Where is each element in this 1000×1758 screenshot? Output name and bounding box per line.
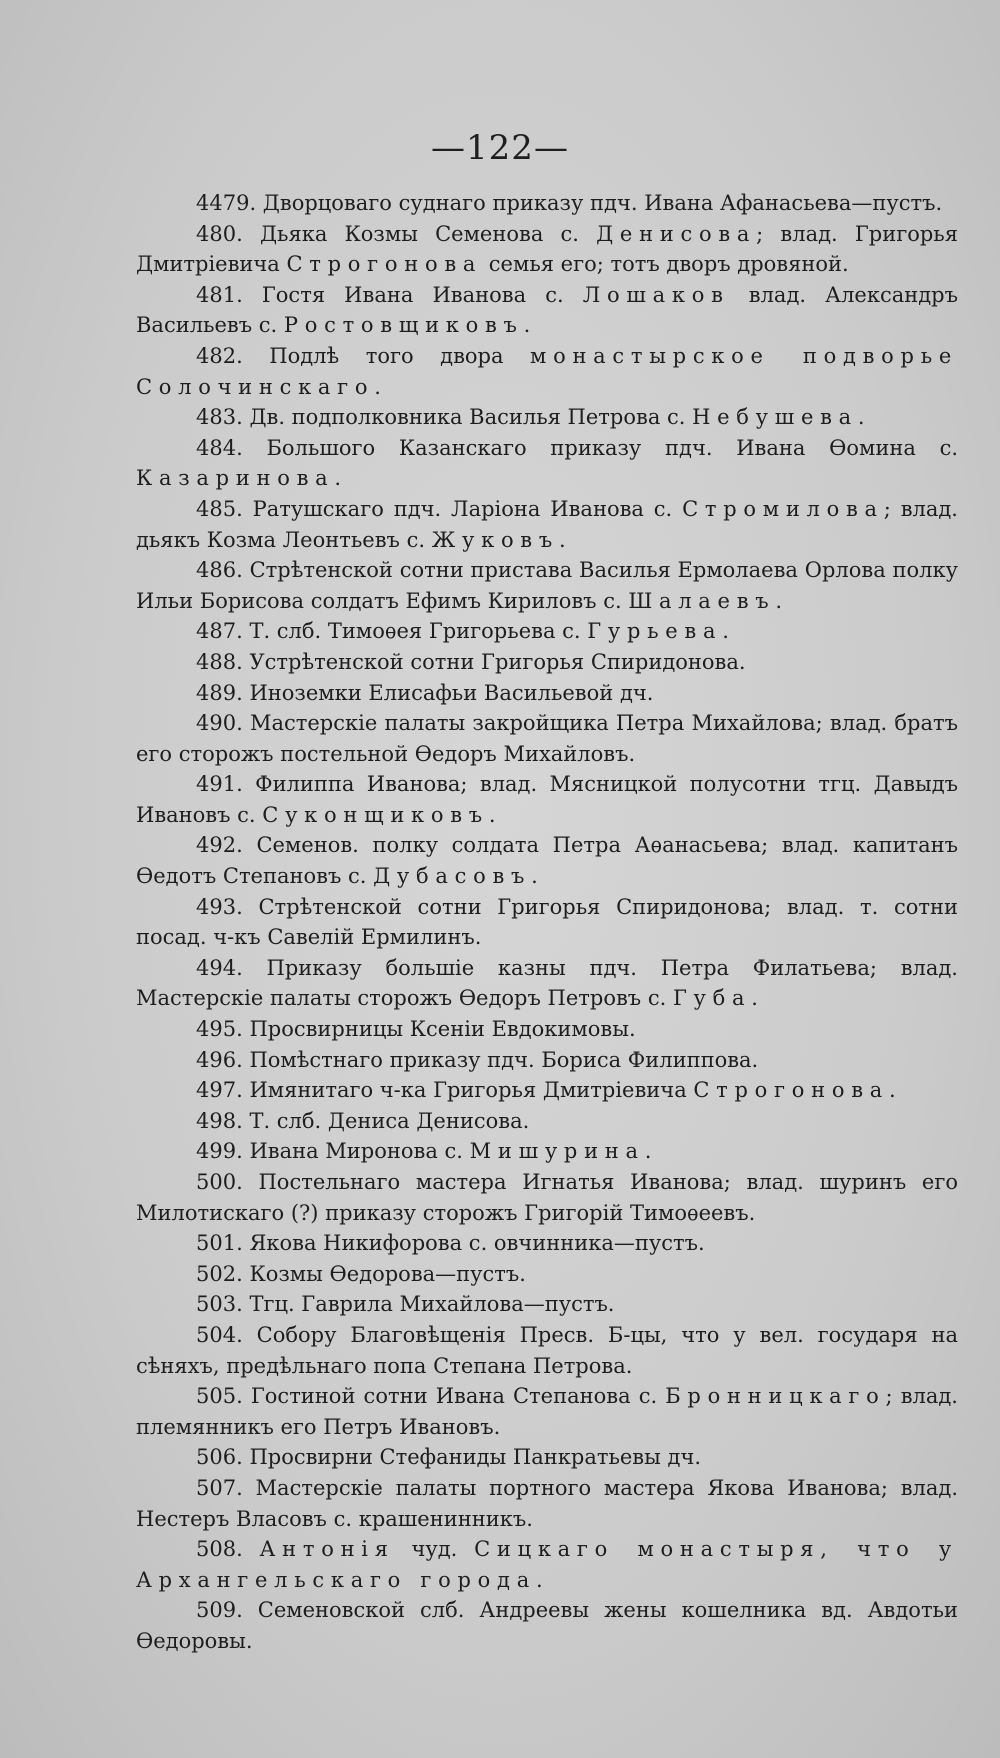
entry	[136, 280, 958, 341]
entry-text: Семеновской слб. Андреевы жены кошелника вд. Авдотьи Ѳедоровы.	[136, 1598, 958, 1653]
entry	[136, 1320, 958, 1381]
entry-number: 495.	[196, 1017, 243, 1042]
entry-text: ; влад. племянникъ его Петръ Ивановъ.	[136, 1384, 958, 1439]
entry-number: 491.	[196, 772, 243, 797]
entry-number: 504.	[196, 1322, 243, 1347]
entry-text: Дьяка Козмы Семенова с.	[242, 221, 597, 246]
entry	[136, 647, 958, 678]
spaced-name: Небушева	[692, 405, 858, 430]
entry	[136, 1106, 958, 1137]
entry	[136, 494, 958, 555]
entry	[136, 830, 958, 891]
spaced-name: Ростовщиковъ	[283, 313, 524, 338]
entry	[136, 953, 958, 1014]
entry	[136, 555, 958, 616]
entry-number: 486.	[196, 558, 243, 583]
entry-number: 4479.	[196, 191, 257, 215]
entry-text: .	[751, 986, 758, 1011]
entry-text: .	[523, 313, 531, 338]
entry-number: 492.	[196, 833, 243, 858]
entry	[136, 1289, 958, 1320]
entry	[136, 1381, 958, 1442]
entry-text: чуд.	[394, 1537, 475, 1562]
entry-text: .	[488, 802, 496, 827]
entry-number: 498.	[196, 1108, 243, 1133]
entry	[136, 1595, 958, 1656]
entry-number: 497.	[196, 1078, 243, 1103]
entry-text: ; влад. Григорья Дмитріевича	[136, 221, 958, 277]
entry-text: .	[374, 374, 381, 399]
spaced-name: монастырское подворье Солочинскаго	[136, 343, 959, 399]
entry-text	[243, 1537, 260, 1561]
entry-text: .	[531, 864, 538, 889]
entry-text: семья его; тотъ дворъ дровяной.	[482, 252, 849, 277]
spaced-name: Дубасовъ	[373, 864, 532, 889]
entry-text: .	[722, 619, 729, 644]
spaced-name: Суконщиковъ	[262, 802, 489, 827]
entry-text: Приказу большіе казны пдч. Петра Филатьева; влад. Мастерскіе палаты сторожъ Ѳедоръ Петровъ с.	[136, 955, 958, 1011]
entry-number: 488.	[196, 649, 243, 674]
entry	[136, 616, 958, 647]
entry	[136, 188, 958, 219]
entry-text: .	[857, 405, 865, 430]
entry-text: Просвирницы Ксеніи Евдокимовы.	[242, 1017, 636, 1042]
entry-text: Имянитаго ч-ка Григорья Дмитріевича	[242, 1078, 694, 1103]
entry	[136, 1014, 958, 1045]
entry-text: Иноземки Елисафьи Васильевой дч.	[242, 680, 654, 705]
entry-text: Т. слб. Дениса Денисова.	[242, 1108, 530, 1133]
entry-text: влад. Александръ Васильевъ с.	[136, 282, 958, 338]
spaced-name: Строгонова	[286, 252, 483, 277]
entry	[136, 1136, 958, 1167]
spaced-name: Мишурина	[469, 1139, 645, 1164]
entry-number: 481.	[196, 282, 243, 307]
entry-text: Тгц. Гаврила Михайлова—пустъ.	[242, 1292, 615, 1317]
entry-text: Гостиной сотни Ивана Степанова с.	[242, 1384, 666, 1409]
entry	[136, 1259, 958, 1290]
entry-text: Стрѣтенской сотни Григорья Спиридонова; влад. т. сотни посад. ч-къ Савелій Ермилинъ.	[136, 894, 958, 950]
entry-number: 490.	[196, 711, 243, 736]
entry-text: Ратушскаго пдч. Ларіона Иванова с.	[242, 496, 683, 521]
entry	[136, 1228, 958, 1259]
spaced-name: Казаринова	[136, 466, 335, 491]
entry-text: .	[334, 466, 342, 491]
spaced-name: Сицкаго монастыря, что у Архангельскаго города	[136, 1537, 959, 1592]
entry	[136, 892, 958, 953]
entry-number: 483.	[196, 405, 243, 430]
spaced-name: Антонія	[259, 1537, 395, 1562]
entry	[136, 678, 958, 709]
entry-text: .	[644, 1139, 652, 1164]
entry-number: 485.	[196, 496, 243, 521]
entry	[136, 1075, 958, 1106]
entry	[136, 402, 958, 433]
entry-text: Козмы Ѳедорова—пустъ.	[242, 1261, 526, 1286]
entry-text: Гостя Ивана Иванова с.	[242, 282, 583, 307]
entry-number: 500.	[196, 1170, 243, 1194]
page-number: —122—	[431, 128, 569, 168]
entry-number: 508.	[196, 1537, 243, 1562]
entry-number: 489.	[196, 680, 243, 705]
entry-text: ; влад. дьякъ Козма Леонтьевъ с.	[136, 496, 958, 552]
spaced-name: Строгонова	[693, 1078, 889, 1103]
entry-text: Дв. подполковника Василья Петрова с.	[242, 405, 693, 430]
entry-text: Филиппа Иванова; влад. Мясницкой полусотни тгц. Давыдъ Ивановъ с.	[136, 772, 958, 827]
entry-number: 499.	[196, 1139, 243, 1164]
spaced-name: Гурьева	[587, 619, 723, 644]
entry	[136, 1045, 958, 1076]
entry	[136, 341, 958, 402]
entry-number: 484.	[196, 435, 243, 460]
spaced-name: Жуковъ	[431, 527, 559, 552]
entry	[136, 1473, 958, 1534]
entry-text: Большого Казанскаго приказу пдч. Ивана Ѳомина с.	[242, 435, 958, 460]
entry-number: 496.	[196, 1047, 243, 1072]
entry	[136, 1167, 958, 1228]
entry	[136, 1534, 958, 1595]
entry-number: 487.	[196, 619, 243, 644]
entry-text: Семенов. полку солдата Петра Аѳанасьева; влад. капитанъ Ѳедотъ Степановъ с.	[136, 833, 958, 889]
entry	[136, 433, 958, 494]
spaced-name: Лошаков	[582, 282, 730, 307]
entry-text: Стрѣтенской сотни пристава Василья Ермолаева Орлова полку Ильи Борисова солдатъ Ефимъ Кириловъ с.	[136, 558, 958, 613]
entry-number: 502.	[196, 1261, 243, 1286]
entry-number: 509.	[196, 1598, 243, 1623]
entry-text: .	[775, 588, 783, 613]
entry	[136, 219, 958, 280]
entry-text: Мастерскіе палаты закройщика Петра Михайлова; влад. братъ его сторожъ постельной Ѳедоръ Михайловъ.	[136, 711, 958, 766]
spaced-name: Денисова	[596, 221, 757, 246]
entry-number: 482.	[196, 343, 243, 368]
entry-list	[136, 188, 958, 1657]
entry-number: 480.	[196, 221, 243, 246]
spaced-name: Шалаевъ	[628, 588, 776, 613]
entry	[136, 769, 958, 830]
entry-text: Помѣстнаго приказу пдч. Бориса Филиппова.	[242, 1047, 759, 1072]
entry-text: Мастерскіе палаты портного мастера Якова Иванова; влад. Нестеръ Власовъ с. крашенинникъ.	[136, 1475, 958, 1531]
entry-text: Постельнаго мастера Игнатья Иванова; влад. шуринъ его Милотискаго (?) приказу сторожъ Григорій Тимоѳеевъ.	[136, 1170, 958, 1225]
entry-number: 501.	[196, 1231, 243, 1256]
entry	[136, 708, 958, 769]
spaced-name: Стромилова	[682, 496, 884, 521]
entry-text: Устрѣтенской сотни Григорья Спиридонова.	[242, 649, 746, 674]
spaced-name: Бронницкаго	[665, 1384, 886, 1409]
entry-text: Якова Никифорова с. овчинника—пустъ.	[242, 1231, 705, 1256]
entry-text: Просвирни Стефаниды Панкратьевы дч.	[242, 1445, 702, 1470]
entry-number: 503.	[196, 1292, 243, 1317]
entry	[136, 1442, 958, 1473]
entry-text: Подлѣ того двора	[242, 343, 531, 368]
entry-number: 493.	[196, 894, 243, 919]
entry-number: 505.	[196, 1384, 243, 1409]
entry-number: 494.	[196, 955, 243, 980]
entry-text: Собору Благовѣщенія Пресв. Б-цы, что у вел. государя на сѣняхъ, предѣльнаго попа Степана Петрова.	[136, 1322, 958, 1378]
entry-number: 507.	[196, 1475, 243, 1500]
entry-text: Ивана Миронова с.	[242, 1139, 470, 1164]
entry-text: Т. слб. Тимоѳея Григорьева с.	[242, 619, 588, 644]
entry-text: .	[535, 1567, 543, 1592]
entry-text: .	[558, 527, 566, 552]
entry-number: 506.	[196, 1445, 243, 1470]
entry-text: .	[889, 1078, 896, 1103]
spaced-name: Губа	[672, 986, 752, 1011]
entry-text: Дворцоваго суднаго приказу пдч. Ивана Афанасьева—пустъ.	[256, 191, 943, 215]
